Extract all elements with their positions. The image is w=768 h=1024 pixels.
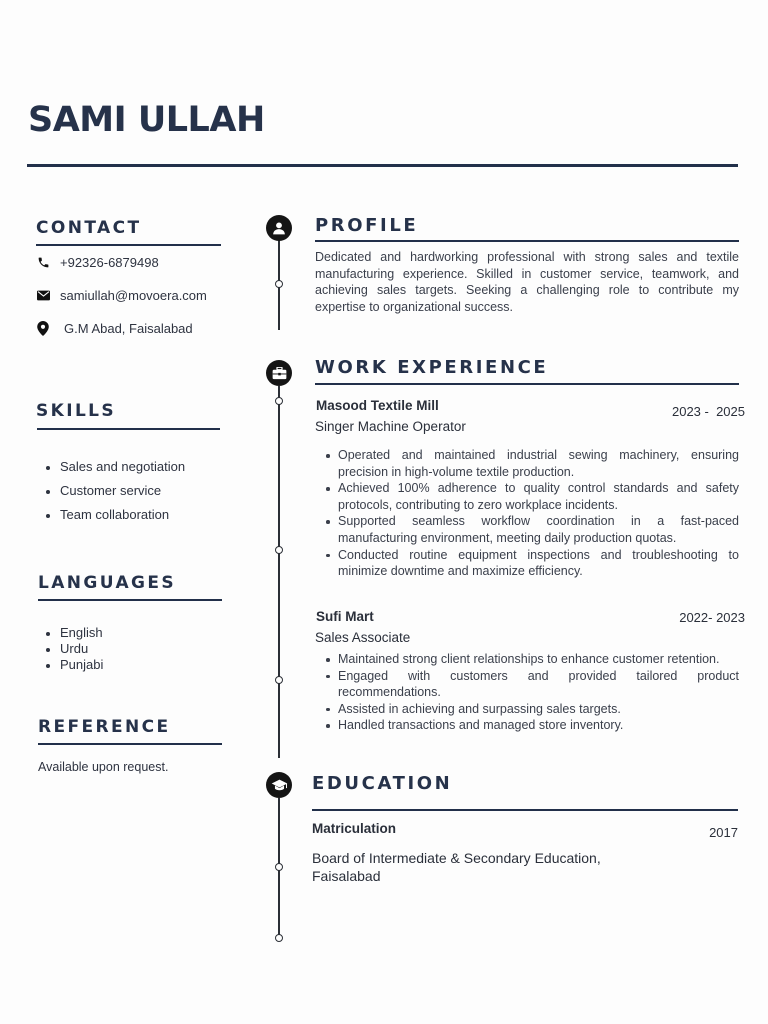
timeline-dot (275, 397, 283, 405)
work-section-icon (266, 360, 292, 386)
contact-address (36, 319, 193, 337)
job-bullet: Conducted routine equipment inspections and troubleshooting to minimize downtime and maximize efficiency. (316, 547, 739, 580)
job-role: Singer Machine Operator (315, 419, 466, 434)
languages-list (38, 625, 103, 673)
work-heading: WORK EXPERIENCE (315, 357, 549, 378)
language-item: English (38, 625, 103, 641)
job-bullets (316, 651, 739, 734)
contact-address-text: G.M Abad, Faisalabad (64, 320, 193, 336)
phone-icon (36, 255, 50, 269)
contact-divider (36, 244, 221, 246)
location-pin-icon (36, 321, 50, 335)
candidate-name: SAMI ULLAH (28, 100, 265, 140)
timeline-dot (275, 863, 283, 871)
briefcase-icon (272, 367, 287, 380)
job-dates: 2023 - 2025 (671, 404, 745, 419)
timeline-line (278, 386, 280, 758)
contact-phone-text: +92326-6879498 (60, 254, 159, 270)
header-divider (27, 164, 738, 167)
job-bullet: Supported seamless workflow coordination in a fast-paced manufacturing environment, meeting daily production quotas. (316, 513, 739, 546)
graduation-cap-icon (271, 779, 288, 792)
profile-heading: PROFILE (315, 215, 419, 236)
job-bullet: Operated and maintained industrial sewing machinery, ensuring precision in high-volume textile production. (316, 447, 739, 480)
job-bullet: Maintained strong client relationships to enhance customer retention. (316, 651, 739, 668)
skills-divider (37, 428, 220, 430)
contact-email (36, 286, 207, 304)
work-divider (315, 383, 739, 385)
job-bullet: Achieved 100% adherence to quality control standards and safety protocols, contributing to zero workplace incidents. (316, 480, 739, 513)
job-bullet: Handled transactions and managed store inventory. (316, 717, 739, 734)
reference-heading: REFERENCE (38, 717, 171, 737)
contact-email-text: samiullah@movoera.com (60, 287, 207, 303)
job-company: Sufi Mart (316, 609, 374, 624)
skill-item: Customer service (38, 483, 185, 507)
reference-text: Available upon request. (38, 760, 169, 774)
job-bullet: Assisted in achieving and surpassing sales targets. (316, 701, 739, 718)
job-bullets (316, 447, 739, 580)
education-year: 2017 (709, 825, 738, 840)
reference-divider (38, 743, 222, 745)
profile-divider (315, 240, 739, 242)
timeline-dot (275, 546, 283, 554)
job-dates: 2022- 2023 (679, 610, 745, 625)
skills-list (38, 459, 185, 531)
education-heading: EDUCATION (312, 773, 453, 794)
job-company: Masood Textile Mill (316, 398, 439, 413)
timeline-dot (275, 676, 283, 684)
language-item: Punjabi (38, 657, 103, 673)
email-icon (36, 288, 50, 302)
languages-heading: LANGUAGES (38, 573, 177, 593)
profile-summary: Dedicated and hardworking professional with strong sales and textile manufacturing experience. Skilled in customer service, teamwork, and achieving sales targets. Seeking a challenging role to contribute my expertise to organizational success. (315, 250, 739, 314)
job-role: Sales Associate (315, 630, 411, 645)
timeline-dot (275, 280, 283, 288)
job-bullet: Engaged with customers and provided tailored product recommendations. (316, 668, 739, 701)
language-item: Urdu (38, 641, 103, 657)
skills-heading: SKILLS (36, 401, 117, 421)
skill-item: Team collaboration (38, 507, 185, 531)
contact-phone (36, 253, 159, 271)
contact-heading: CONTACT (36, 218, 142, 238)
timeline-dot (275, 934, 283, 942)
education-section-icon (266, 772, 292, 798)
education-degree: Matriculation (312, 821, 397, 836)
profile-section-icon (266, 215, 292, 241)
education-divider (312, 809, 738, 811)
user-icon (272, 221, 286, 235)
education-institution: Board of Intermediate & Secondary Education, Faisalabad (312, 850, 601, 884)
skill-item: Sales and negotiation (38, 459, 185, 483)
languages-divider (38, 599, 222, 601)
